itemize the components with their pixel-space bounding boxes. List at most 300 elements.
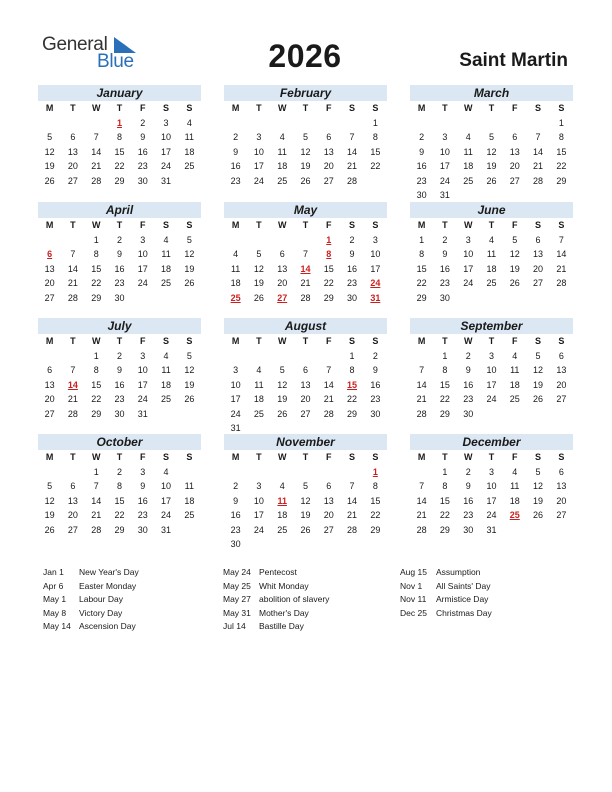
day-cell: 10	[486, 481, 497, 491]
day-cell: 28	[416, 524, 427, 535]
day-cell: 12	[509, 249, 520, 259]
weekday-label: T	[442, 336, 448, 346]
day-cell: 7	[93, 481, 99, 491]
holiday-day-cell: 25	[230, 292, 241, 303]
day-cell: 17	[486, 495, 497, 506]
holiday-date: May 25	[223, 580, 251, 591]
day-cell: 30	[114, 292, 125, 303]
day-cell: 24	[230, 408, 241, 419]
day-cell	[38, 116, 61, 131]
day-cell: 27	[67, 524, 78, 535]
day-cell: 18	[230, 278, 241, 288]
weekday-label: M	[417, 103, 426, 113]
day-cell: 21	[91, 510, 102, 520]
day-cell: 3	[140, 234, 146, 245]
day-cell: 21	[347, 161, 358, 171]
weekday-label: S	[163, 336, 170, 346]
weekday-label: S	[349, 336, 356, 346]
day-cell: 18	[184, 495, 195, 506]
day-cell: 8	[419, 249, 425, 259]
holiday-day-cell: 25	[509, 510, 520, 520]
day-cell: 17	[463, 263, 474, 274]
day-cell: 26	[184, 394, 195, 404]
day-cell: 24	[137, 394, 148, 404]
weekday-label: F	[512, 452, 518, 462]
weekday-label: S	[372, 103, 379, 113]
day-cell: 2	[140, 117, 146, 128]
day-cell	[294, 116, 317, 131]
day-cell: 7	[302, 249, 308, 259]
day-cell: 24	[463, 278, 474, 288]
day-cell: 25	[161, 394, 172, 404]
day-cell: 18	[277, 161, 288, 171]
day-cell: 24	[439, 175, 450, 186]
week-row	[38, 479, 201, 494]
day-cell: 10	[439, 146, 450, 157]
day-cell: 19	[277, 394, 288, 404]
week-row	[38, 349, 201, 364]
day-cell: 25	[277, 524, 288, 535]
day-cell: 19	[300, 510, 311, 520]
day-cell: 29	[439, 524, 450, 535]
day-cell: 6	[535, 234, 541, 245]
day-cell: 14	[347, 495, 358, 506]
day-cell: 30	[137, 175, 148, 186]
weekday-label: T	[488, 336, 495, 346]
weekday-label: W	[463, 336, 473, 346]
day-cell: 6	[70, 132, 76, 142]
weekday-label: T	[70, 452, 76, 462]
day-cell: 20	[509, 161, 520, 171]
day-cell: 2	[116, 234, 122, 245]
day-cell: 10	[161, 132, 172, 142]
day-cell: 19	[184, 263, 195, 274]
day-cell: 6	[279, 249, 285, 259]
day-cell: 22	[370, 161, 381, 171]
day-cell: 13	[44, 379, 55, 390]
day-cell: 5	[47, 481, 53, 491]
day-cell: 13	[323, 495, 334, 506]
day-cell: 15	[556, 146, 567, 157]
week-row	[224, 145, 387, 160]
day-cell: 29	[91, 408, 102, 419]
weekday-row	[38, 450, 201, 465]
day-cell: 11	[510, 365, 520, 375]
day-cell: 9	[442, 249, 448, 259]
weekday-label: M	[231, 336, 240, 346]
day-cell: 18	[161, 379, 172, 390]
day-cell: 12	[533, 481, 544, 491]
day-cell: 26	[533, 394, 544, 404]
week-row	[224, 262, 387, 277]
week-row	[224, 174, 387, 189]
day-cell: 14	[91, 495, 102, 506]
day-cell: 16	[137, 146, 148, 157]
day-cell	[526, 407, 549, 422]
day-cell: 2	[419, 132, 425, 142]
day-cell: 14	[556, 249, 567, 259]
day-cell	[85, 116, 108, 131]
holiday-name: New Year's Day	[79, 567, 139, 577]
month-april	[38, 202, 201, 305]
day-cell: 23	[230, 175, 241, 186]
holiday-name: Armistice Day	[436, 594, 489, 604]
day-cell: 18	[253, 394, 264, 404]
day-cell: 17	[137, 263, 148, 274]
day-cell: 7	[349, 132, 355, 142]
day-cell: 3	[140, 466, 146, 477]
day-cell	[457, 291, 480, 306]
week-row	[38, 363, 201, 378]
day-cell	[550, 291, 573, 306]
day-cell	[340, 465, 363, 480]
day-cell	[526, 116, 549, 131]
day-cell: 22	[91, 394, 102, 404]
week-row	[410, 494, 573, 509]
weekday-label: S	[186, 452, 193, 462]
weekday-label: S	[349, 103, 356, 113]
day-cell	[224, 349, 247, 364]
day-cell: 30	[463, 524, 474, 535]
day-cell: 12	[277, 379, 288, 390]
month-header: August	[224, 318, 387, 334]
day-cell: 30	[463, 408, 474, 419]
month-july	[38, 318, 201, 421]
holiday-date: May 31	[223, 607, 251, 618]
day-cell: 4	[186, 117, 192, 128]
holiday-day-cell: 6	[47, 249, 53, 259]
weekday-label: M	[45, 452, 54, 462]
day-cell: 28	[67, 408, 78, 419]
month-june	[410, 202, 573, 305]
holiday-date: May 27	[223, 594, 251, 604]
week-row	[38, 523, 201, 538]
day-cell: 28	[67, 292, 78, 303]
day-cell	[247, 349, 270, 364]
logo-text-general: General	[42, 34, 108, 55]
day-cell: 26	[44, 524, 55, 535]
day-cell: 7	[93, 132, 99, 142]
day-cell: 4	[163, 350, 169, 361]
day-cell: 13	[533, 249, 544, 259]
weekday-label: W	[463, 103, 473, 113]
day-cell: 22	[416, 278, 427, 288]
week-row	[224, 523, 387, 538]
weekday-label: T	[302, 336, 309, 346]
day-cell: 25	[184, 510, 195, 520]
holiday-name: Assumption	[436, 567, 481, 577]
day-cell: 6	[558, 350, 564, 361]
day-cell	[294, 465, 317, 480]
day-cell: 20	[67, 161, 78, 171]
day-cell: 14	[323, 379, 334, 390]
day-cell: 7	[535, 132, 541, 142]
weekday-label: S	[186, 220, 193, 230]
holiday-name: Ascension Day	[79, 621, 136, 631]
day-cell: 29	[114, 175, 125, 186]
week-row	[38, 465, 201, 480]
day-cell: 10	[486, 365, 497, 375]
day-cell: 27	[300, 408, 311, 419]
holiday-date: May 1	[43, 594, 67, 604]
week-row	[38, 407, 201, 422]
holiday-day-cell: 14	[67, 379, 78, 390]
day-cell	[38, 465, 61, 480]
day-cell: 29	[347, 408, 358, 419]
weekday-label: S	[535, 336, 542, 346]
week-row	[224, 247, 387, 262]
day-cell: 30	[230, 539, 241, 549]
weekday-label: F	[512, 220, 518, 230]
day-cell: 8	[93, 249, 99, 259]
month-august	[224, 318, 387, 436]
day-cell: 11	[161, 365, 171, 375]
day-cell	[38, 233, 61, 248]
day-cell: 9	[465, 481, 471, 491]
week-row	[38, 494, 201, 509]
weekday-label: F	[326, 452, 332, 462]
weekday-label: T	[488, 452, 495, 462]
day-cell: 26	[533, 510, 544, 520]
day-cell: 24	[253, 524, 264, 535]
day-cell: 10	[137, 249, 148, 259]
holiday-day-cell: 1	[326, 234, 332, 245]
day-cell	[550, 188, 573, 203]
day-cell: 31	[230, 423, 241, 433]
day-cell: 8	[442, 481, 448, 491]
holiday-date: May 8	[43, 607, 67, 618]
day-cell: 17	[370, 263, 381, 274]
day-cell: 8	[349, 365, 355, 375]
day-cell: 7	[326, 365, 332, 375]
holiday-item	[43, 566, 139, 580]
day-cell	[550, 407, 573, 422]
holiday-item	[43, 593, 139, 607]
day-cell: 20	[556, 379, 567, 390]
holiday-day-cell: 11	[277, 495, 287, 506]
day-cell: 29	[91, 292, 102, 303]
weekday-label: M	[417, 336, 426, 346]
day-cell: 18	[161, 263, 172, 274]
day-cell	[247, 465, 270, 480]
weekday-label: T	[442, 220, 448, 230]
holiday-date: Apr 6	[43, 580, 64, 591]
day-cell: 27	[509, 175, 520, 186]
holiday-column	[43, 566, 139, 634]
day-cell: 5	[279, 365, 285, 375]
holiday-name: All Saints' Day	[436, 580, 491, 591]
day-cell: 20	[300, 394, 311, 404]
holiday-date: Dec 25	[400, 607, 427, 618]
week-row	[224, 465, 387, 480]
day-cell	[247, 116, 270, 131]
day-cell: 29	[556, 175, 567, 186]
day-cell	[480, 188, 503, 203]
weekday-row	[224, 334, 387, 349]
day-cell: 11	[254, 379, 264, 390]
day-cell	[526, 188, 549, 203]
day-cell: 2	[116, 466, 122, 477]
month-header: December	[410, 434, 573, 450]
day-cell: 23	[416, 175, 427, 186]
day-cell: 9	[116, 249, 122, 259]
week-row	[38, 392, 201, 407]
weekday-row	[410, 334, 573, 349]
day-cell: 22	[439, 394, 450, 404]
day-cell: 3	[488, 466, 494, 477]
day-cell: 4	[233, 249, 239, 259]
day-cell	[550, 523, 573, 538]
day-cell	[410, 349, 433, 364]
day-cell: 1	[93, 466, 99, 477]
month-december	[410, 434, 573, 537]
day-cell: 9	[140, 481, 146, 491]
day-cell: 15	[114, 146, 125, 157]
weekday-label: S	[558, 452, 565, 462]
day-cell: 16	[114, 263, 125, 274]
week-row	[410, 523, 573, 538]
day-cell	[178, 291, 201, 306]
day-cell: 24	[253, 175, 264, 186]
weekday-label: T	[256, 336, 262, 346]
day-cell: 29	[416, 292, 427, 303]
day-cell	[503, 291, 526, 306]
day-cell: 4	[163, 234, 169, 245]
month-october	[38, 434, 201, 537]
week-row	[410, 291, 573, 306]
weekday-label: W	[91, 103, 101, 113]
day-cell: 14	[347, 146, 358, 157]
day-cell: 25	[463, 175, 474, 186]
day-cell: 28	[300, 292, 311, 303]
day-cell: 27	[323, 175, 334, 186]
day-cell: 25	[509, 394, 520, 404]
holiday-item	[43, 607, 139, 621]
weekday-label: S	[558, 220, 565, 230]
holiday-item	[43, 620, 139, 634]
day-cell	[271, 233, 294, 248]
holiday-item	[223, 566, 329, 580]
day-cell: 17	[137, 379, 148, 390]
day-cell: 25	[486, 278, 497, 288]
day-cell: 11	[486, 249, 497, 259]
weekday-label: F	[326, 220, 332, 230]
holiday-name: Whit Monday	[259, 580, 309, 591]
day-cell: 16	[137, 495, 148, 506]
weekday-label: S	[535, 452, 542, 462]
day-cell: 15	[91, 263, 102, 274]
day-cell: 16	[230, 161, 241, 171]
day-cell: 3	[233, 365, 239, 375]
day-cell: 26	[277, 408, 288, 419]
holiday-day-cell: 27	[277, 292, 288, 303]
day-cell	[340, 537, 363, 552]
holiday-item	[400, 607, 492, 621]
day-cell: 26	[44, 175, 55, 186]
weekday-label: S	[535, 220, 542, 230]
day-cell: 19	[253, 278, 264, 288]
day-cell: 2	[349, 234, 355, 245]
day-cell: 17	[253, 510, 264, 520]
day-cell: 3	[256, 481, 262, 491]
day-cell: 1	[372, 117, 378, 128]
weekday-label: F	[140, 452, 146, 462]
day-cell: 29	[114, 524, 125, 535]
week-row	[410, 174, 573, 189]
day-cell: 20	[556, 495, 567, 506]
week-row	[410, 130, 573, 145]
day-cell: 21	[556, 263, 567, 274]
day-cell: 15	[323, 263, 334, 274]
day-cell: 27	[533, 278, 544, 288]
day-cell	[178, 174, 201, 189]
day-cell: 25	[253, 408, 264, 419]
week-row	[38, 247, 201, 262]
week-row	[38, 262, 201, 277]
day-cell: 18	[463, 161, 474, 171]
day-cell: 24	[161, 510, 172, 520]
week-row	[224, 291, 387, 306]
holiday-column	[400, 566, 492, 620]
month-header: April	[38, 202, 201, 218]
week-row	[224, 349, 387, 364]
holiday-item	[400, 580, 492, 594]
day-cell: 18	[509, 495, 520, 506]
weekday-label: M	[45, 103, 54, 113]
day-cell: 7	[419, 365, 425, 375]
day-cell: 26	[300, 524, 311, 535]
day-cell: 11	[184, 132, 194, 142]
day-cell: 4	[465, 132, 471, 142]
day-cell: 20	[67, 510, 78, 520]
day-cell: 5	[302, 132, 308, 142]
day-cell: 2	[116, 350, 122, 361]
day-cell	[317, 465, 340, 480]
day-cell: 23	[370, 394, 381, 404]
weekday-row	[410, 218, 573, 233]
weekday-label: W	[91, 336, 101, 346]
day-cell: 3	[465, 234, 471, 245]
day-cell: 8	[116, 132, 122, 142]
weekday-label: T	[302, 103, 309, 113]
day-cell: 28	[416, 408, 427, 419]
day-cell: 13	[509, 146, 520, 157]
day-cell: 9	[233, 495, 239, 506]
day-cell: 23	[114, 278, 125, 288]
day-cell: 19	[184, 379, 195, 390]
day-cell: 25	[277, 175, 288, 186]
day-cell: 13	[300, 379, 311, 390]
day-cell: 17	[161, 495, 172, 506]
week-row	[410, 247, 573, 262]
day-cell	[271, 537, 294, 552]
day-cell: 19	[509, 263, 520, 274]
day-cell: 10	[230, 379, 241, 390]
day-cell: 29	[439, 408, 450, 419]
day-cell: 1	[419, 234, 425, 245]
day-cell: 5	[256, 249, 262, 259]
holiday-item	[223, 593, 329, 607]
day-cell: 27	[44, 292, 55, 303]
weekday-row	[38, 101, 201, 116]
day-cell: 20	[277, 278, 288, 288]
week-row	[410, 233, 573, 248]
day-cell: 7	[349, 481, 355, 491]
weekday-label: T	[70, 336, 76, 346]
day-cell: 12	[253, 263, 264, 274]
day-cell: 20	[533, 263, 544, 274]
weekday-label: W	[277, 103, 287, 113]
